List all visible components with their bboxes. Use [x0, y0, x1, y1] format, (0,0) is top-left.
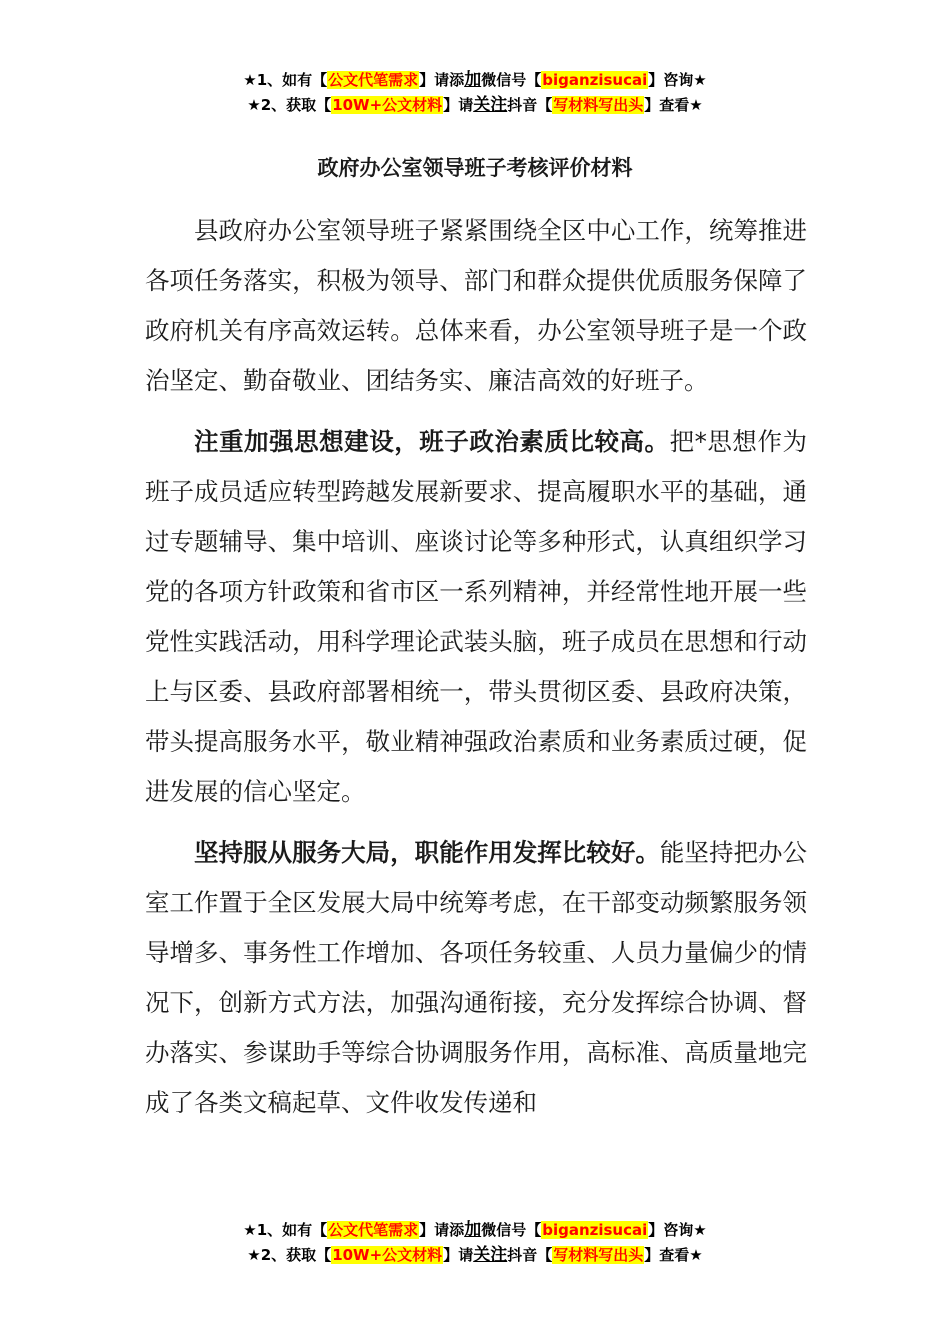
document-title: 政府办公室领导班子考核评价材料 [317, 156, 633, 180]
banner-text: 】请 [443, 1246, 474, 1264]
banner-text: 】请添 [419, 1221, 465, 1239]
footer-banner [0, 1218, 950, 1268]
highlight-service: 公文代笔需求 [328, 1221, 419, 1239]
banner-line-1 [0, 1218, 950, 1243]
banner-text: 】咨询★ [648, 71, 707, 89]
paragraph-text: 县政府办公室领导班子紧紧围绕全区中心工作，统筹推进各项任务落实，积极为领导、部门和群众提供优质服务保障了政府机关有序高效运转。总体来看，办公室领导班子是一个政治坚定、勤奋敬业、团结务实、廉洁高效的好班子。 [145, 216, 807, 395]
paragraph [145, 417, 807, 817]
banner-text: ★2、获取【 [247, 1246, 332, 1264]
banner-text: 】查看★ [644, 96, 703, 114]
banner-text: ★2、获取【 [247, 96, 332, 114]
highlight-wechat-id: biganzisucai [542, 1221, 648, 1239]
banner-text: 抖音【 [507, 96, 553, 114]
paragraph [145, 206, 807, 406]
banner-text: 】咨询★ [648, 1221, 707, 1239]
highlight-wechat-id: biganzisucai [542, 71, 648, 89]
banner-text: 】查看★ [644, 1246, 703, 1264]
paragraph-text: 能坚持把办公室工作置于全区发展大局中统筹考虑，在干部变动频繁服务领导增多、事务性工作增加、各项任务较重、人员力量偏少的情况下，创新方式方法，加强沟通衔接，充分发挥综合协调、督办落实、参谋助手等综合协调服务作用，高标准、高质量地完成了各类文稿起草、文件收发传递和 [145, 838, 808, 1117]
banner-text: ★1、如有【 [243, 1221, 328, 1239]
banner-text: 】请添 [419, 71, 465, 89]
header-banner [0, 68, 950, 118]
banner-line-1 [0, 68, 950, 93]
banner-text: ★1、如有【 [243, 71, 328, 89]
paragraph-text: 把*思想作为班子成员适应转型跨越发展新要求、提高履职水平的基础，通过专题辅导、集中培训、座谈讨论等多种形式，认真组织学习党的各项方针政策和省市区一系列精神，并经常性地开展一些党性实践活动，用科学理论武装头脑，班子成员在思想和行动上与区委、县政府部署相统一，带头贯彻区委、县政府决策，带头提高服务水平，敬业精神强政治素质和业务素质过硬，促进发展的信心坚定。 [145, 427, 807, 806]
paragraph [145, 828, 807, 1128]
banner-text: 微信号【 [481, 71, 542, 89]
highlight-materials: 10W+公文材料 [332, 96, 443, 114]
banner-line-2 [0, 93, 950, 118]
highlight-douyin: 写材料写出头 [553, 1246, 644, 1264]
highlight-materials: 10W+公文材料 [332, 1246, 443, 1264]
highlight-service: 公文代笔需求 [328, 71, 419, 89]
banner-emphasis: 关注 [473, 95, 508, 115]
paragraph-heading: 注重加强思想建设，班子政治素质比较高。 [194, 427, 670, 456]
banner-line-2 [0, 1243, 950, 1268]
banner-text: 】请 [443, 96, 474, 114]
banner-emphasis: 加 [464, 70, 482, 90]
banner-text: 微信号【 [481, 1221, 542, 1239]
document-body [145, 206, 807, 1139]
banner-emphasis: 关注 [473, 1245, 508, 1265]
highlight-douyin: 写材料写出头 [553, 96, 644, 114]
banner-text: 抖音【 [507, 1246, 553, 1264]
banner-emphasis: 加 [464, 1220, 482, 1240]
paragraph-heading: 坚持服从服务大局，职能作用发挥比较好。 [194, 838, 660, 867]
